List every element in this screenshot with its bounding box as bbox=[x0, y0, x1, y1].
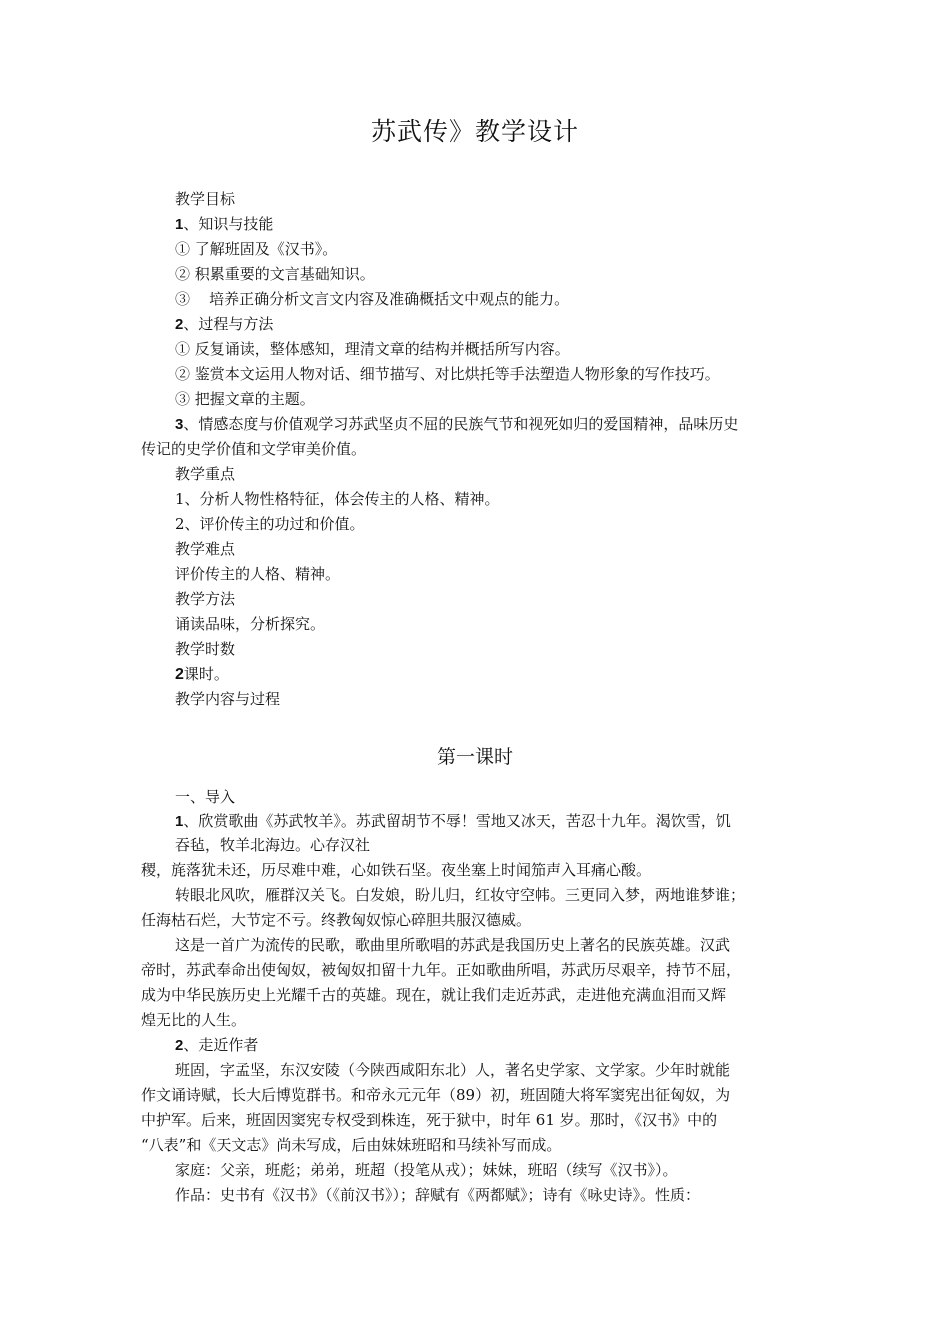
author-paragraph-line: “八表”和《天文志》尚未写成，后由妹妹班昭和马续补写而成。 bbox=[141, 1136, 562, 1154]
goal3-paragraph bbox=[175, 415, 738, 434]
works-line: 作品：史书有《汉书》（《前汉书》）；辞赋有《两都赋》；诗有《咏史诗》。性质： bbox=[175, 1186, 701, 1204]
author-paragraph: 班固，字孟坚，东汉安陵（今陕西咸阳东北）人，著名史学家、文学家。少年时就能 bbox=[175, 1061, 731, 1079]
difficulty-text: 评价传主的人格、精神。 bbox=[175, 565, 341, 583]
method-text: 诵读品味，分析探究。 bbox=[175, 615, 326, 633]
goal2-item: ③ 把握文章的主题。 bbox=[175, 390, 315, 408]
intro-heading: 一、导入 bbox=[175, 788, 236, 806]
intro-paragraph: 这是一首广为流传的民歌，歌曲里所歌唱的苏武是我国历史上著名的民族英雄。汉武 bbox=[175, 936, 731, 954]
process-heading: 教学内容与过程 bbox=[175, 690, 281, 708]
difficulty-heading: 教学难点 bbox=[175, 540, 236, 558]
goal2-number: 2 bbox=[175, 316, 184, 333]
song-text-line: 转眼北风吹，雁群汉关飞。白发娘，盼儿归，红妆守空帏。三更同入梦，两地谁梦谁； bbox=[175, 886, 746, 904]
song-number: 1 bbox=[175, 813, 184, 830]
goal1-label: 、知识与技能 bbox=[183, 215, 274, 233]
page-title: 苏武传》教学设计 bbox=[370, 117, 579, 146]
method-heading: 教学方法 bbox=[175, 590, 236, 608]
hours-text bbox=[175, 665, 229, 684]
goal2-label: 、过程与方法 bbox=[183, 315, 274, 333]
author-paragraph-line: 中护军。后来，班固因窦宪专权受到株连，死于狱中，时年 61 岁。那时，《汉书》中的 bbox=[141, 1111, 718, 1129]
goal2-item: ① 反复诵读，整体感知，理清文章的结构并概括所写内容。 bbox=[175, 340, 570, 358]
hours-heading: 教学时数 bbox=[175, 640, 236, 658]
author-paragraph-line: 作文诵诗赋，长大后博览群书。和帝永元元年（89）初，班固随大将军窦宪出征匈奴，为 bbox=[141, 1086, 731, 1104]
goal3-number: 3 bbox=[175, 416, 184, 433]
author-label: 、走近作者 bbox=[183, 1036, 259, 1054]
goal1-heading bbox=[175, 215, 273, 234]
song-text-line: 稷，旄落犹未还，历尽难中难，心如铁石坚。夜坐塞上时闻笳声入耳痛心酸。 bbox=[141, 861, 652, 879]
goal1-item: ③ 培养正确分析文言文内容及准确概括文中观点的能力。 bbox=[175, 290, 570, 308]
hours-number: 2 bbox=[175, 666, 184, 683]
author-number: 2 bbox=[175, 1037, 184, 1054]
key-points-heading: 教学重点 bbox=[175, 465, 236, 483]
goal3-text: 、情感态度与价值观学习苏武坚贞不屈的民族气节和视死如归的爱国精神，品味历史 bbox=[183, 415, 739, 433]
goal1-item: ① 了解班固及《汉书》。 bbox=[175, 240, 338, 258]
song-text-line: 吞毡，牧羊北海边。心存汉社 bbox=[175, 836, 371, 854]
song-text: 、欣赏歌曲《苏武牧羊》。苏武留胡节不辱！雪地又冰天，苦忍十九年。渴饮雪，饥 bbox=[183, 812, 731, 830]
goal2-heading bbox=[175, 315, 273, 334]
intro-paragraph-line: 帝时，苏武奉命出使匈奴，被匈奴扣留十九年。正如歌曲所唱，苏武历尽艰辛，持节不屈， bbox=[141, 961, 742, 979]
goal1-number: 1 bbox=[175, 216, 184, 233]
goal2-item: ② 鉴赏本文运用人物对话、细节描写、对比烘托等手法塑造人物形象的写作技巧。 bbox=[175, 365, 720, 383]
song-paragraph bbox=[175, 812, 731, 831]
intro-paragraph-line: 煌无比的人生。 bbox=[141, 1011, 247, 1029]
song-text-line: 任海枯石烂，大节定不亏。终教匈奴惊心碎胆共服汉德威。 bbox=[141, 911, 532, 929]
goal1-item: ② 积累重要的文言基础知识。 bbox=[175, 265, 375, 283]
family-line: 家庭：父亲，班彪；弟弟，班超（投笔从戎）；妹妹，班昭（续写《汉书》）。 bbox=[175, 1161, 678, 1179]
author-heading bbox=[175, 1036, 258, 1055]
key-point-item: 2、评价传主的功过和价值。 bbox=[175, 515, 365, 533]
key-point-item: 1、分析人物性格特征，体会传主的人格、精神。 bbox=[175, 490, 500, 508]
intro-paragraph-line: 成为中华民族历史上光耀千古的英雄。现在，就让我们走近苏武，走进他充满血泪而又辉 bbox=[141, 986, 727, 1004]
goal3-text-continued: 传记的史学价值和文学审美价值。 bbox=[141, 440, 367, 458]
lesson-title: 第一课时 bbox=[436, 746, 513, 768]
goals-heading: 教学目标 bbox=[175, 190, 236, 208]
hours-unit: 课时。 bbox=[183, 665, 229, 683]
